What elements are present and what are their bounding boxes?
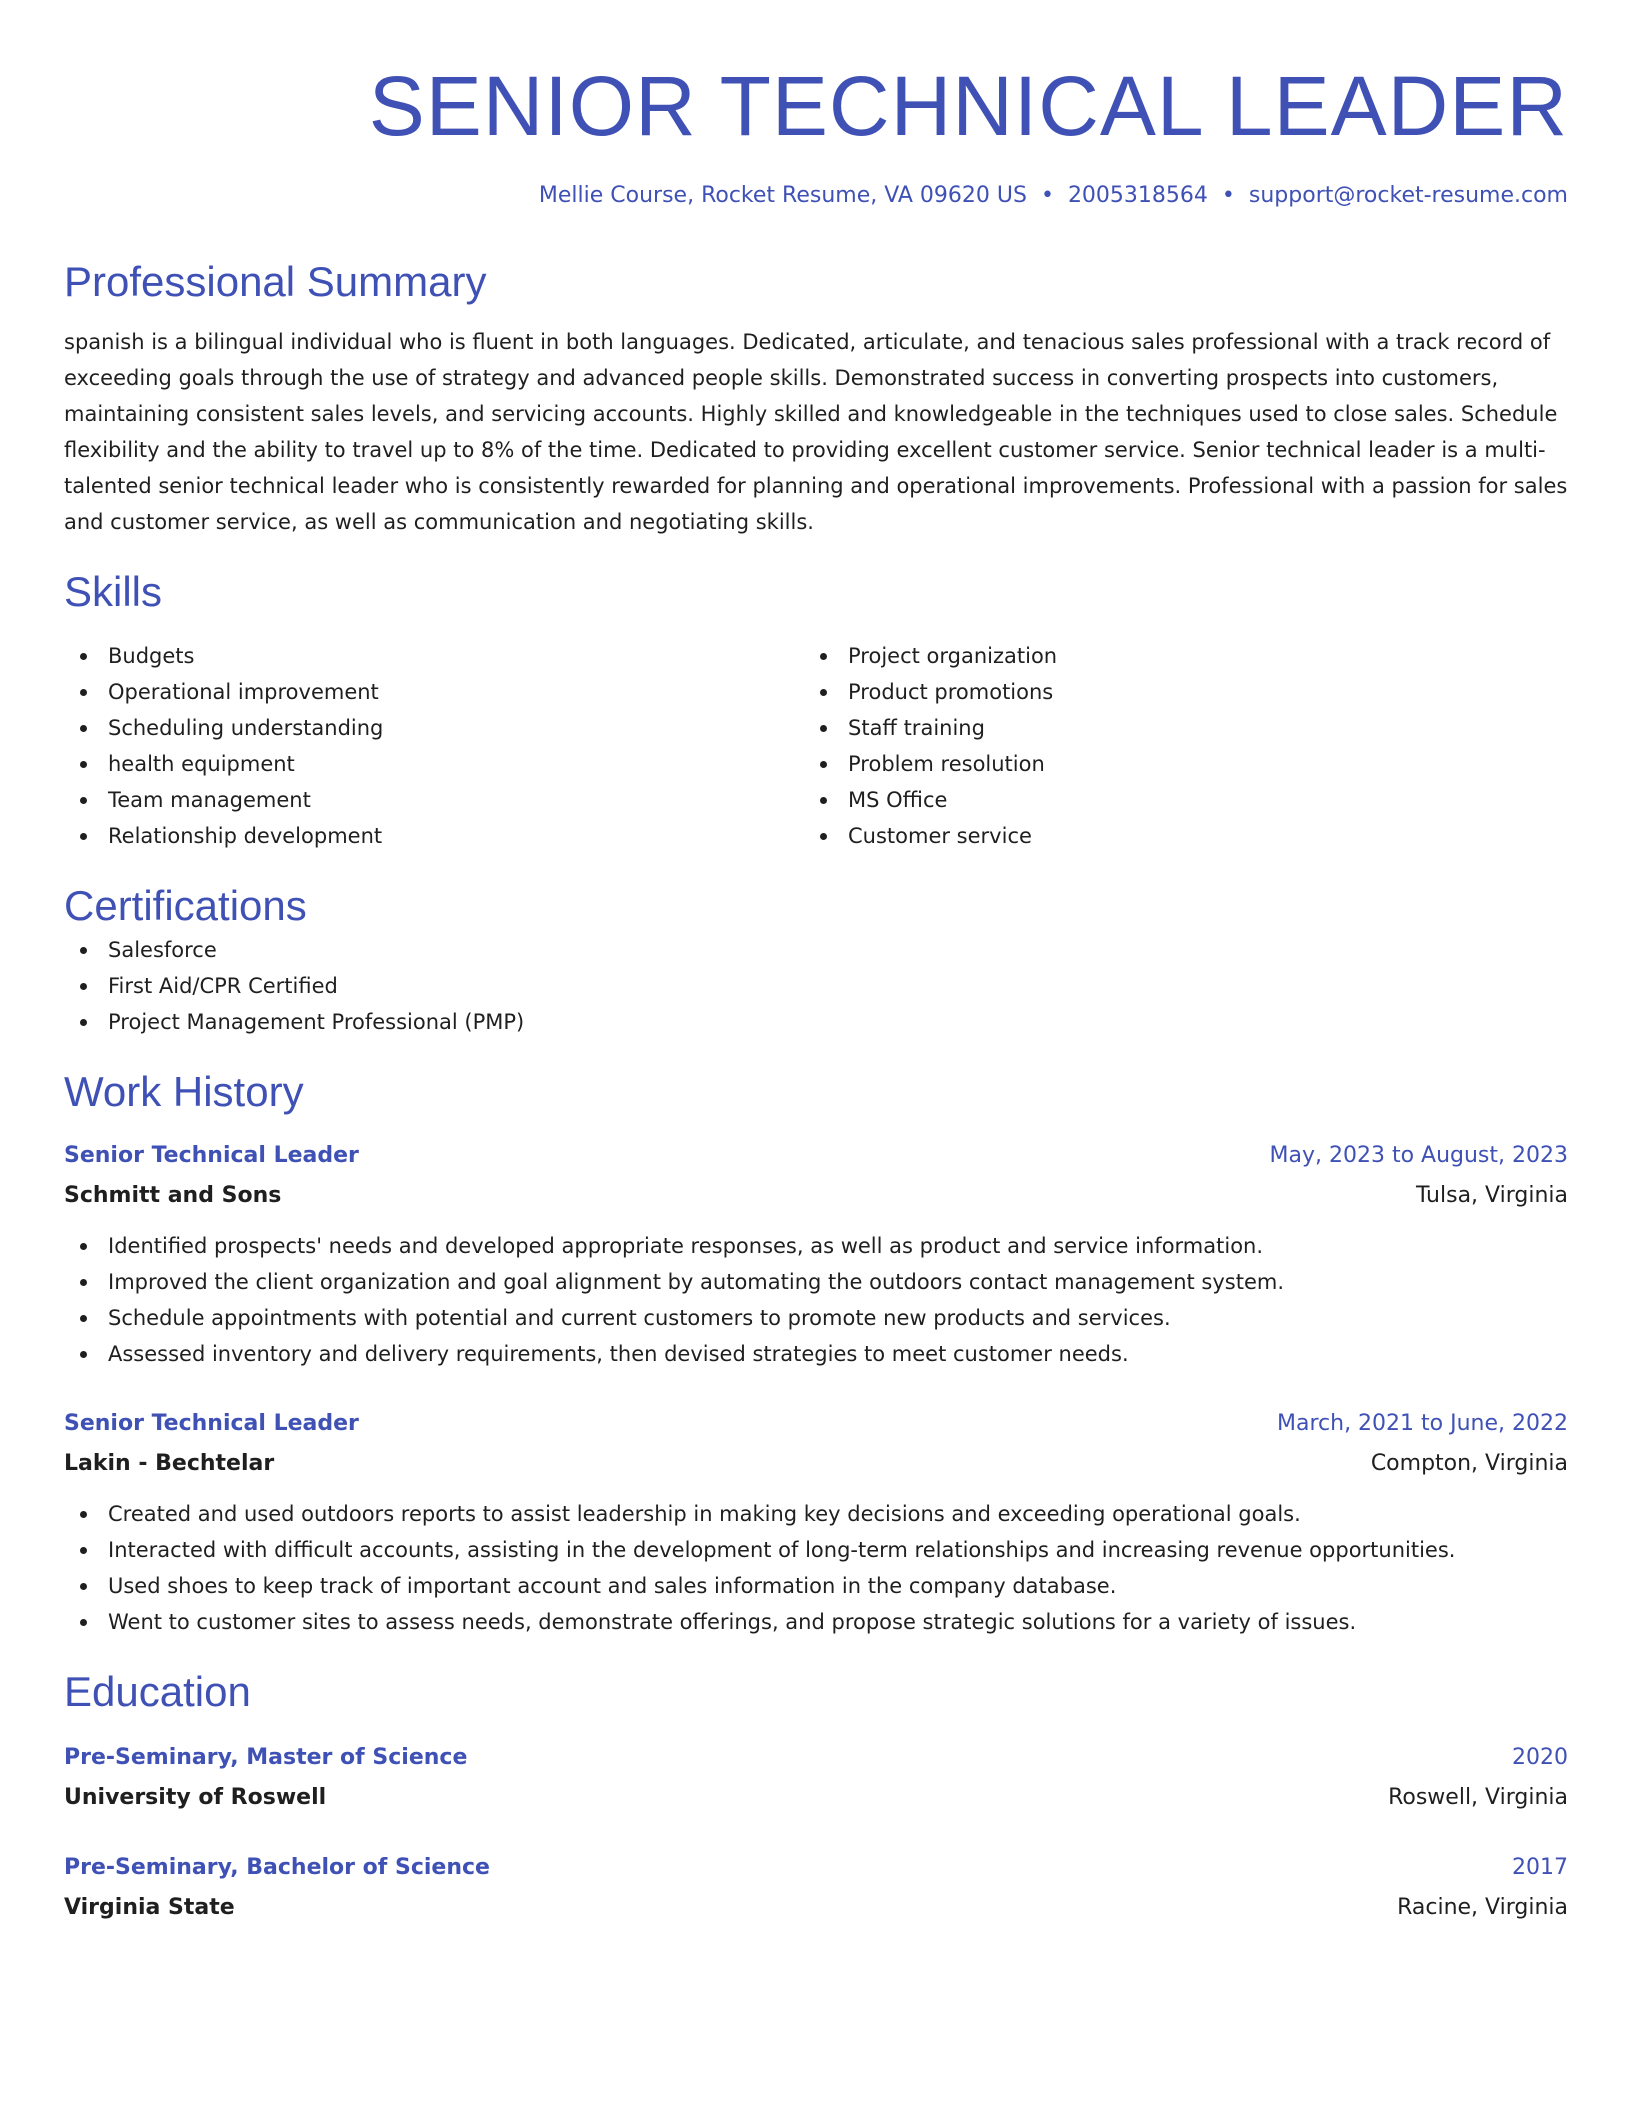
job-bullets	[64, 1228, 1568, 1372]
job-location: Compton, Virginia	[1370, 1451, 1568, 1476]
skill-item: Project organization	[804, 638, 1544, 674]
contact-email: support@rocket-resume.com	[1248, 183, 1568, 208]
education-school-row	[64, 1888, 1568, 1928]
certifications-heading: Certifications	[64, 882, 307, 929]
summary-heading: Professional Summary	[64, 258, 487, 305]
job-company-row	[64, 1176, 1568, 1216]
job-header-row	[64, 1136, 1568, 1176]
job-dates: March, 2021 to June, 2022	[1277, 1411, 1568, 1436]
job-company-row	[64, 1444, 1568, 1484]
job-company: Lakin - Bechtelar	[64, 1451, 275, 1476]
education-location: Racine, Virginia	[1397, 1895, 1568, 1920]
job-bullets	[64, 1496, 1568, 1640]
job-bullet: Identified prospects' needs and developed appropriate responses, as well as product and service information.	[64, 1228, 1568, 1264]
education-school: Virginia State	[64, 1895, 235, 1920]
education-location: Roswell, Virginia	[1388, 1785, 1568, 1810]
contact-separator: •	[1040, 183, 1054, 208]
skills-columns	[64, 638, 1568, 854]
job-bullet: Assessed inventory and delivery requirements, then devised strategies to meet customer needs.	[64, 1336, 1568, 1372]
education-degree-row	[64, 1848, 1568, 1888]
job-role: Senior Technical Leader	[64, 1143, 359, 1168]
skill-item: Problem resolution	[804, 746, 1544, 782]
certification-item: First Aid/CPR Certified	[64, 968, 1568, 1004]
job-bullet: Went to customer sites to assess needs, demonstrate offerings, and propose strategic solutions for a variety of issues.	[64, 1604, 1568, 1640]
job-bullet: Improved the client organization and goal alignment by automating the outdoors contact management system.	[64, 1264, 1568, 1300]
skills-list-left	[64, 638, 804, 854]
job-company: Schmitt and Sons	[64, 1183, 282, 1208]
skill-item: Scheduling understanding	[64, 710, 804, 746]
skills-heading: Skills	[64, 568, 163, 615]
education-entry	[64, 1738, 1568, 1818]
job-bullet: Created and used outdoors reports to assist leadership in making key decisions and exceeding operational goals.	[64, 1496, 1568, 1532]
skills-list-right	[804, 638, 1544, 854]
education-degree: Pre-Seminary, Master of Science	[64, 1745, 468, 1770]
skill-item: Operational improvement	[64, 674, 804, 710]
contact-separator: •	[1221, 183, 1235, 208]
education-school: University of Roswell	[64, 1785, 327, 1810]
skill-item: health equipment	[64, 746, 804, 782]
certifications-list	[64, 932, 1568, 1040]
job-role: Senior Technical Leader	[64, 1411, 359, 1436]
job-bullet: Used shoes to keep track of important account and sales information in the company database.	[64, 1568, 1568, 1604]
skill-item: Product promotions	[804, 674, 1544, 710]
contact-address: Mellie Course, Rocket Resume, VA 09620 US	[538, 183, 1027, 208]
job-bullet: Interacted with difficult accounts, assisting in the development of long-term relationships and increasing revenue opportunities.	[64, 1532, 1568, 1568]
education-year: 2020	[1512, 1745, 1568, 1770]
contact-phone: 2005318564	[1067, 183, 1208, 208]
education-entry	[64, 1848, 1568, 1928]
job-entry	[64, 1136, 1568, 1372]
skill-item: MS Office	[804, 782, 1544, 818]
education-heading: Education	[64, 1668, 251, 1715]
summary-text: spanish is a bilingual individual who is fluent in both languages. Dedicated, articulate, and tenacious sales professional with a track record of exceeding goals through the use of strategy and advanced people skills. Demonstrated success in converting prospects into customers, maintaining consistent sales levels, and servicing accounts. Highly skilled and knowledgeable in the techniques used to close sales. Schedule flexibility and the ability to travel up to 8% of the time. Dedicated to providing excellent customer service. Senior technical leader is a multi-talented senior technical leader who is consistently rewarded for planning and operational improvements. Professional with a passion for sales and customer service, as well as communication and negotiating skills.	[64, 330, 1568, 534]
education-school-row	[64, 1778, 1568, 1818]
job-entry	[64, 1404, 1568, 1640]
education-degree: Pre-Seminary, Bachelor of Science	[64, 1855, 490, 1880]
skill-item: Budgets	[64, 638, 804, 674]
education-degree-row	[64, 1738, 1568, 1778]
certification-item: Project Management Professional (PMP)	[64, 1004, 1568, 1040]
job-dates: May, 2023 to August, 2023	[1269, 1143, 1568, 1168]
job-header-row	[64, 1404, 1568, 1444]
certification-item: Salesforce	[64, 932, 1568, 968]
job-bullet: Schedule appointments with potential and current customers to promote new products and services.	[64, 1300, 1568, 1336]
skill-item: Customer service	[804, 818, 1544, 854]
education-year: 2017	[1512, 1855, 1568, 1880]
work-history-heading: Work History	[64, 1068, 304, 1115]
job-location: Tulsa, Virginia	[1415, 1183, 1568, 1208]
skill-item: Relationship development	[64, 818, 804, 854]
resume-title: SENIOR TECHNICAL LEADER	[368, 59, 1568, 153]
skill-item: Staff training	[804, 710, 1544, 746]
skill-item: Team management	[64, 782, 804, 818]
contact-line	[64, 180, 1568, 212]
